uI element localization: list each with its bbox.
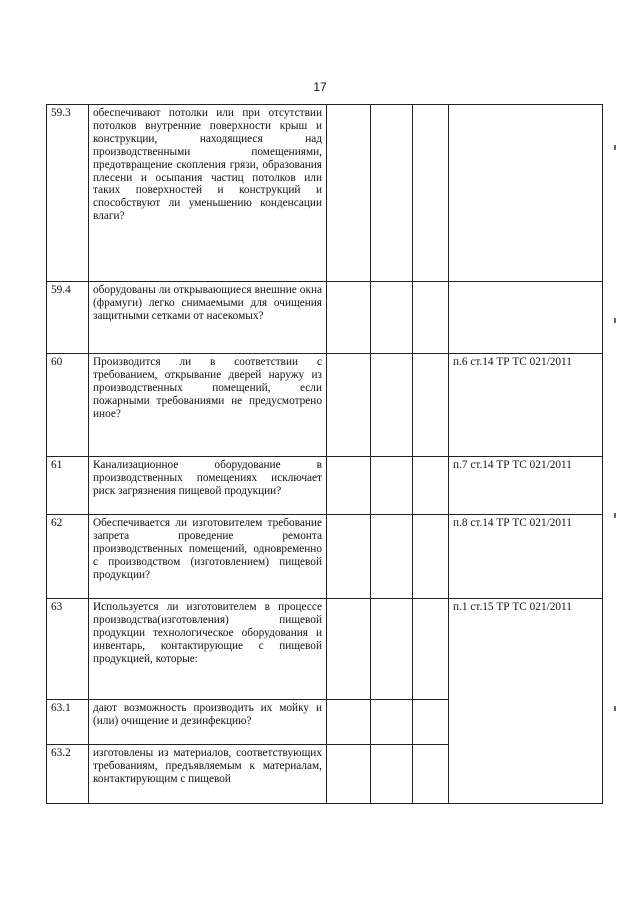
legal-reference [449, 282, 603, 354]
answer-yes-cell [327, 282, 371, 354]
item-number: 63.1 [47, 700, 89, 745]
item-number: 59.3 [47, 105, 89, 282]
answer-no-cell [371, 515, 413, 599]
requirement-text: изготовлены из материалов, соответствующих требованиям, предъявляемым к материалам, контактирующим с пищевой [89, 745, 327, 804]
not-applicable-cell [413, 354, 449, 457]
answer-yes-cell [327, 515, 371, 599]
table-row [47, 105, 603, 282]
answer-no-cell [371, 599, 413, 700]
scan-edge-mark [614, 706, 616, 711]
legal-reference: п.6 ст.14 ТР ТС 021/2011 [449, 354, 603, 457]
item-number: 61 [47, 457, 89, 515]
answer-yes-cell [327, 599, 371, 700]
requirement-text: дают возможность производить их мойку и (или) очищение и дезинфекцию? [89, 700, 327, 745]
legal-reference: п.7 ст.14 ТР ТС 021/2011 [449, 457, 603, 515]
answer-no-cell [371, 105, 413, 282]
page-number: 17 [313, 80, 327, 94]
not-applicable-cell [413, 282, 449, 354]
item-number: 63 [47, 599, 89, 700]
item-number: 59.4 [47, 282, 89, 354]
not-applicable-cell [413, 599, 449, 700]
item-number: 62 [47, 515, 89, 599]
table-row [47, 282, 603, 354]
answer-no-cell [371, 354, 413, 457]
not-applicable-cell [413, 105, 449, 282]
table-row [47, 599, 603, 700]
item-number: 63.2 [47, 745, 89, 804]
legal-reference: п.1 ст.15 ТР ТС 021/2011 [449, 599, 603, 804]
answer-yes-cell [327, 105, 371, 282]
scan-edge-mark [614, 513, 616, 518]
requirement-text: Канализационное оборудование в производственных помещениях исключает риск загрязнения пищевой продукции? [89, 457, 327, 515]
answer-yes-cell [327, 700, 371, 745]
not-applicable-cell [413, 457, 449, 515]
table-row [47, 354, 603, 457]
item-number: 60 [47, 354, 89, 457]
requirement-text: Производится ли в соответствии с требованием, открывание дверей наружу из производственных помещений, если пожарными требованиями не предусмотрено иное? [89, 354, 327, 457]
legal-reference: п.8 ст.14 ТР ТС 021/2011 [449, 515, 603, 599]
requirement-text: Обеспечивается ли изготовителем требование запрета проведение ремонта производственных помещений, одновременно с производством (изготовлением) пищевой продукции? [89, 515, 327, 599]
answer-no-cell [371, 745, 413, 804]
table-row [47, 457, 603, 515]
checklist-table [46, 104, 603, 804]
requirement-text: оборудованы ли открывающиеся внешние окна (фрамуги) легко снимаемыми для очищения защитными сетками от насекомых? [89, 282, 327, 354]
requirement-text: обеспечивают потолки или при отсутствии потолков внутренние поверхности крыш и конструкции, находящиеся над производственными помещениями, предотвращение скопления грязи, образования плесени и осыпания частиц потолков или таких поверхностей и конструкций и способствуют ли уменьшению конденсации влаги? [89, 105, 327, 282]
answer-yes-cell [327, 354, 371, 457]
scan-edge-mark [614, 318, 616, 323]
answer-yes-cell [327, 745, 371, 804]
not-applicable-cell [413, 700, 449, 745]
not-applicable-cell [413, 745, 449, 804]
scan-edge-mark [614, 145, 616, 150]
answer-no-cell [371, 282, 413, 354]
table-row [47, 515, 603, 599]
answer-yes-cell [327, 457, 371, 515]
legal-reference [449, 105, 603, 282]
requirement-text: Используется ли изготовителем в процессе производства(изготовления) пищевой продукции технологическое оборудования и инвентарь, контактирующие с пищевой продукцией, которые: [89, 599, 327, 700]
answer-no-cell [371, 700, 413, 745]
answer-no-cell [371, 457, 413, 515]
not-applicable-cell [413, 515, 449, 599]
